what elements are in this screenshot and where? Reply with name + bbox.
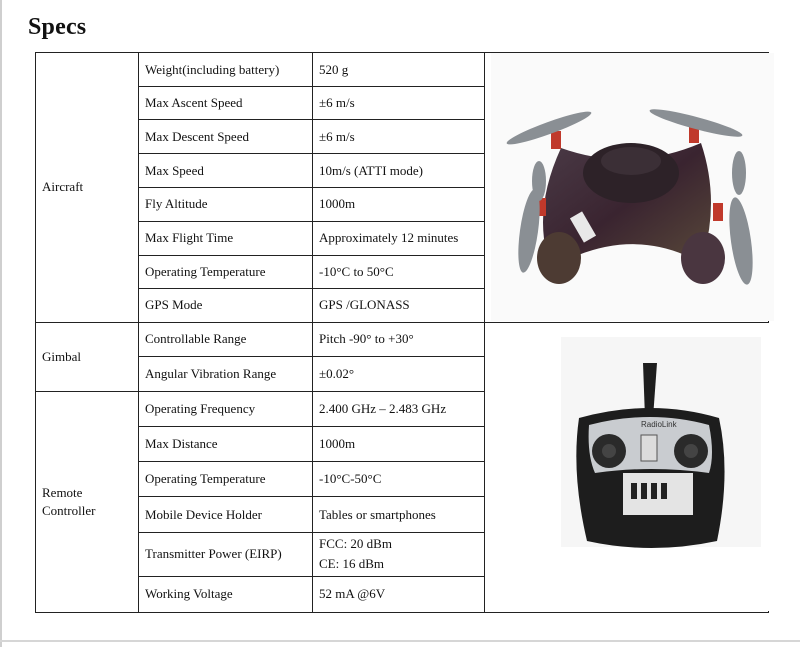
spec-label: Max Flight Time — [139, 221, 313, 255]
category-gimbal: Gimbal — [36, 322, 139, 391]
spec-value: ±6 m/s — [313, 87, 485, 120]
page-bottom-border — [0, 640, 800, 642]
spec-label: Controllable Range — [139, 322, 313, 356]
table-row — [36, 322, 769, 356]
spec-value: -10°C-50°C — [313, 462, 485, 497]
spec-value: 1000m — [313, 188, 485, 221]
spec-label: Weight(including battery) — [139, 53, 313, 87]
spec-label: Operating Frequency — [139, 392, 313, 427]
category-aircraft: Aircraft — [36, 53, 139, 323]
spec-label: Max Ascent Speed — [139, 87, 313, 120]
spec-label: Operating Temperature — [139, 462, 313, 497]
page-title: Specs — [28, 14, 87, 40]
spec-value: Approximately 12 minutes — [313, 221, 485, 255]
spec-value: ±0.02° — [313, 356, 485, 391]
spec-label: Max Speed — [139, 154, 313, 188]
category-remote-controller — [36, 392, 139, 613]
spec-value-line-1: FCC: 20 dBm — [319, 536, 392, 552]
spec-label: Angular Vibration Range — [139, 356, 313, 391]
spec-value: GPS /GLONASS — [313, 288, 485, 322]
specs-table — [35, 52, 769, 613]
spec-value: 1000m — [313, 427, 485, 462]
drone-image-cell — [485, 53, 769, 323]
spec-value: -10°C to 50°C — [313, 255, 485, 288]
spec-value: 10m/s (ATTI mode) — [313, 154, 485, 188]
remote-image-cell — [485, 322, 769, 612]
category-line-1: Remote — [42, 485, 83, 501]
remote-controller-image — [491, 323, 774, 611]
spec-value — [313, 532, 485, 576]
page-left-border — [0, 0, 2, 647]
spec-value: Pitch -90° to +30° — [313, 322, 485, 356]
drone-image — [491, 53, 774, 321]
spec-value: 520 g — [313, 53, 485, 87]
spec-label: Mobile Device Holder — [139, 497, 313, 532]
category-line-2: Controller — [42, 503, 96, 519]
spec-value: ±6 m/s — [313, 120, 485, 154]
spec-label: Operating Temperature — [139, 255, 313, 288]
remote-brand: RadioLink — [641, 420, 677, 430]
spec-value: Tables or smartphones — [313, 497, 485, 532]
spec-value: 2.400 GHz – 2.483 GHz — [313, 392, 485, 427]
spec-value: 52 mA @6V — [313, 576, 485, 612]
spec-label: Fly Altitude — [139, 188, 313, 221]
spec-value-line-2: CE: 16 dBm — [319, 556, 385, 572]
spec-label: Max Distance — [139, 427, 313, 462]
spec-label: Transmitter Power (EIRP) — [139, 532, 313, 576]
spec-label: Working Voltage — [139, 576, 313, 612]
spec-label: GPS Mode — [139, 288, 313, 322]
table-row — [36, 53, 769, 87]
spec-label: Max Descent Speed — [139, 120, 313, 154]
